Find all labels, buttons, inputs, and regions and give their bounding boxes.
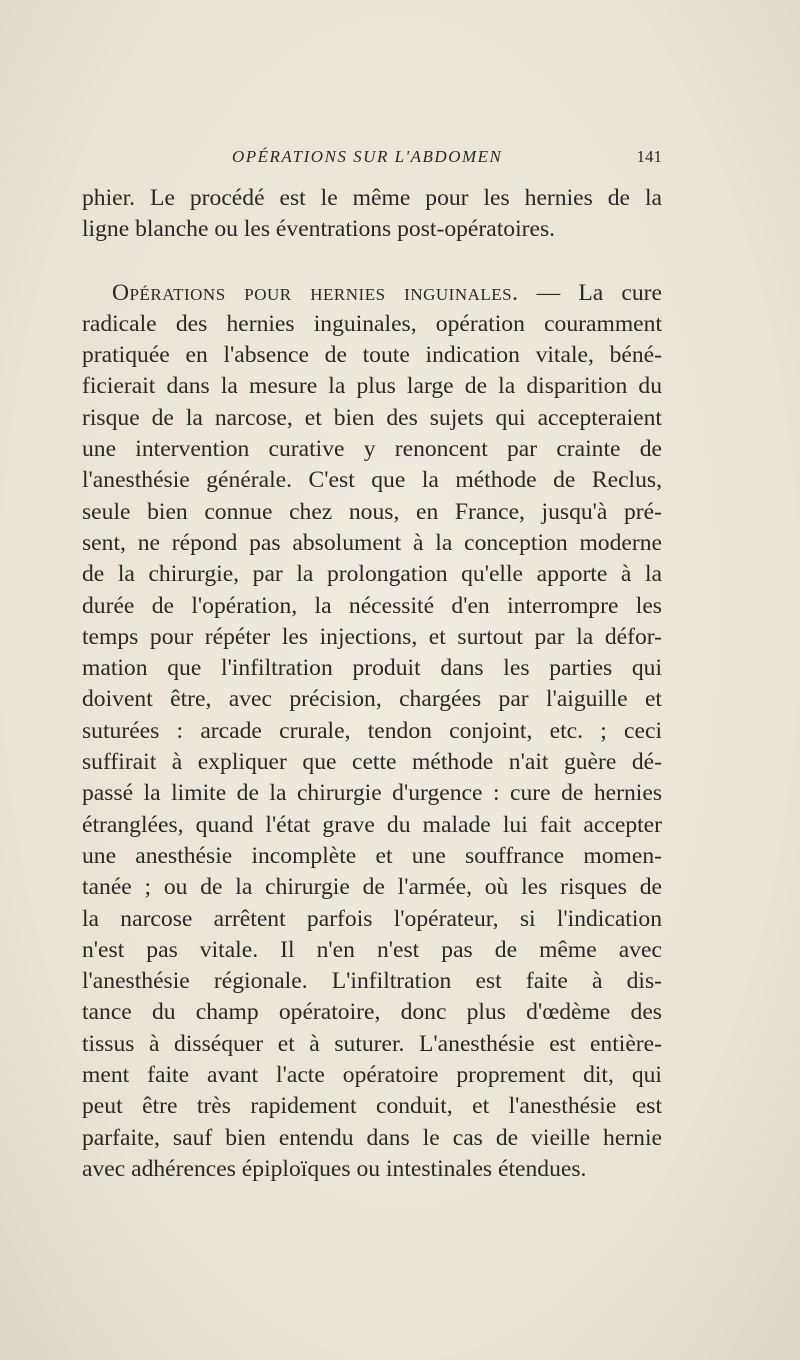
text-line: passé la limite de la chirurgie d'urgence : cure de hernies (82, 780, 662, 807)
text-line: doivent être, avec précision, chargées par l'aiguille et (82, 686, 662, 713)
text-line: sent, ne répond pas absolument à la conception moderne (82, 529, 662, 556)
text-line: tissus à disséquer et à suturer. L'anesthésie est entière- (82, 1030, 662, 1057)
section-heading-line (82, 278, 662, 309)
page-header (82, 147, 662, 177)
text-line: mation que l'infiltration produit dans les parties qui (82, 655, 662, 682)
text-line: parfaite, sauf bien entendu dans le cas de vieille hernie (82, 1124, 662, 1151)
text-line: l'anesthésie générale. C'est que la méthode de Reclus, (82, 467, 662, 494)
body-text (82, 183, 662, 1185)
text-line: l'anesthésie régionale. L'infiltration est faite à dis- (82, 968, 662, 995)
text-line: suffirait à expliquer que cette méthode n'ait guère dé- (82, 749, 662, 776)
text-line: tanée ; ou de la chirurgie de l'armée, où les risques de (82, 874, 662, 901)
text-line: de la chirurgie, par la prolongation qu'elle apporte à la (82, 561, 662, 588)
text-line: n'est pas vitale. Il n'en n'est pas de même avec (82, 936, 662, 963)
text-line: radicale des hernies inguinales, opération couramment (82, 310, 662, 337)
text-line: une anesthésie incomplète et une souffrance momen- (82, 842, 662, 869)
text-line: étranglées, quand l'état grave du malade lui fait accepter (82, 811, 662, 838)
text-line: suturées : arcade crurale, tendon conjoint, etc. ; ceci (82, 717, 662, 744)
text-line: pratiquée en l'absence de toute indication vitale, béné- (82, 342, 662, 369)
text-line: phier. Le procédé est le même pour les hernies de la (82, 185, 662, 211)
text-line: durée de l'opération, la nécessité d'en interrompre les (82, 592, 662, 619)
text-line: ficierait dans la mesure la plus large de la disparition du (82, 373, 662, 400)
text-line: risque de la narcose, et bien des sujets qui accepteraient (82, 404, 662, 431)
text-line: peut être très rapidement conduit, et l'anesthésie est (82, 1093, 662, 1120)
text-line: ligne blanche ou les éventrations post-opératoires. (82, 216, 556, 243)
text-line: tance du champ opératoire, donc plus d'œdème des (82, 999, 662, 1026)
text-line: ment faite avant l'acte opératoire proprement dit, qui (82, 1062, 662, 1089)
text-line: avec adhérences épiploïques ou intestinales étendues. (82, 1155, 587, 1182)
running-title: OPÉRATIONS SUR L'ABDOMEN (232, 147, 503, 166)
text-line: temps pour répéter les injections, et surtout par la défor- (82, 623, 662, 650)
text-fragment: — La cure (518, 279, 662, 306)
section-heading: Opérations pour hernies inguinales. (112, 279, 519, 306)
text-line: une intervention curative y renoncent par crainte de (82, 436, 662, 463)
text-line: la narcose arrêtent parfois l'opérateur, si l'indication (82, 905, 662, 932)
page-number: 141 (636, 147, 662, 166)
text-line: seule bien connue chez nous, en France, jusqu'à pré- (82, 498, 662, 525)
